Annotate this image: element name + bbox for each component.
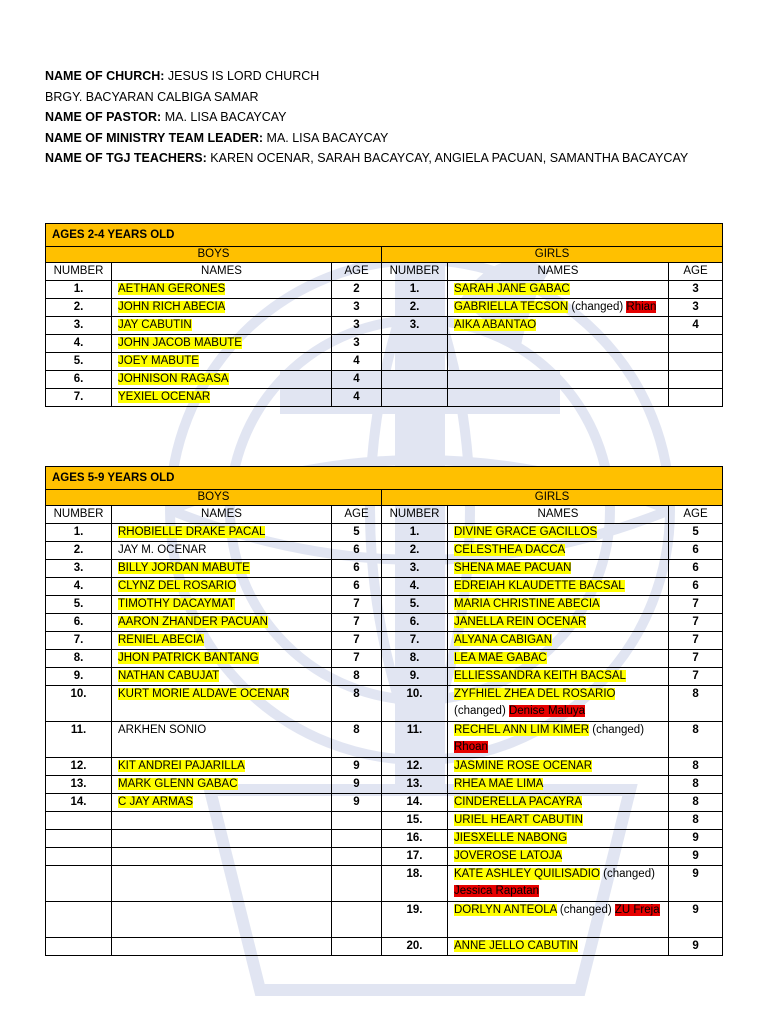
table-row xyxy=(46,668,723,686)
girl-number: 3. xyxy=(382,560,448,578)
boy-name: RHOBIELLE DRAKE PACAL xyxy=(118,526,266,538)
girl-name: ELLIESSANDRA KEITH BACSAL xyxy=(454,670,626,682)
girl-name: MARIA CHRISTINE ABECIA xyxy=(454,598,600,610)
teachers-line xyxy=(45,148,745,169)
boy-number xyxy=(46,848,112,866)
girl-name-cell xyxy=(448,938,669,956)
girl-name: RECHEL ANN LIM KIMER xyxy=(454,724,590,736)
girl-age: 9 xyxy=(669,848,723,866)
girl-age xyxy=(669,335,723,353)
girl-number: 14. xyxy=(382,794,448,812)
table-row xyxy=(46,614,723,632)
girl-name-cell xyxy=(448,353,669,371)
girls-header: GIRLS xyxy=(382,247,723,263)
table-row xyxy=(46,794,723,812)
girl-age: 8 xyxy=(669,758,723,776)
girl-number: 17. xyxy=(382,848,448,866)
girl-name-cell xyxy=(448,668,669,686)
ages-5-9-table xyxy=(45,466,723,956)
girl-name: GABRIELLA TECSON xyxy=(454,301,569,313)
girl-number: 12. xyxy=(382,758,448,776)
boy-name-cell xyxy=(112,371,332,389)
girl-name-cell xyxy=(448,281,669,299)
girl-age: 9 xyxy=(669,866,723,902)
boy-number xyxy=(46,938,112,956)
girl-age: 6 xyxy=(669,578,723,596)
address-line: BRGY. BACYARAN CALBIGA SAMAR xyxy=(45,89,259,104)
boy-name-cell xyxy=(112,524,332,542)
boy-number: 11. xyxy=(46,722,112,758)
boy-name: JOHN JACOB MABUTE xyxy=(118,337,242,349)
team-leader-value: MA. LISA BACAYCAY xyxy=(263,130,389,145)
boy-age xyxy=(332,848,382,866)
boy-name-cell xyxy=(112,722,332,758)
table-row xyxy=(46,686,723,722)
girl-name-cell xyxy=(448,578,669,596)
boy-age: 3 xyxy=(332,299,382,317)
boy-name-cell xyxy=(112,758,332,776)
table-row xyxy=(46,812,723,830)
girl-number: 2. xyxy=(382,542,448,560)
girl-age: 9 xyxy=(669,938,723,956)
girl-number: 4. xyxy=(382,578,448,596)
table-row xyxy=(46,866,723,902)
girl-number: 8. xyxy=(382,650,448,668)
boy-age: 6 xyxy=(332,578,382,596)
girl-name-cell xyxy=(448,650,669,668)
girl-name: CELESTHEA DACCA xyxy=(454,544,566,556)
boy-name: RENIEL ABECIA xyxy=(118,634,204,646)
girl-name-cell xyxy=(448,335,669,353)
column-header-names: NAMES xyxy=(448,506,669,524)
girl-age: 3 xyxy=(669,299,723,317)
new-name: Rhoan xyxy=(454,741,488,753)
boy-name-cell xyxy=(112,812,332,830)
column-header-age: AGE xyxy=(669,506,723,524)
boy-name-cell xyxy=(112,353,332,371)
girl-name-cell xyxy=(448,614,669,632)
girl-name: SARAH JANE GABAC xyxy=(454,283,570,295)
boy-name-cell xyxy=(112,848,332,866)
girl-age: 3 xyxy=(669,281,723,299)
girl-age xyxy=(669,371,723,389)
boy-age xyxy=(332,812,382,830)
girl-number xyxy=(382,335,448,353)
boy-age xyxy=(332,866,382,902)
girl-age: 7 xyxy=(669,614,723,632)
table-row xyxy=(46,389,723,407)
boy-age: 6 xyxy=(332,542,382,560)
group-header-row xyxy=(46,247,723,263)
girl-name: RHEA MAE LIMA xyxy=(454,778,544,790)
column-header-names: NAMES xyxy=(112,263,332,281)
girl-name: DIVINE GRACE GACILLOS xyxy=(454,526,598,538)
table-row xyxy=(46,632,723,650)
boy-name-cell xyxy=(112,281,332,299)
girl-number xyxy=(382,371,448,389)
boy-number: 4. xyxy=(46,335,112,353)
boy-name: NATHAN CABUJAT xyxy=(118,670,220,682)
boy-number: 12. xyxy=(46,758,112,776)
boy-name: JOEY MABUTE xyxy=(118,355,199,367)
boy-name-cell xyxy=(112,389,332,407)
girl-name-cell xyxy=(448,722,669,758)
girl-name-cell xyxy=(448,776,669,794)
girl-number xyxy=(382,389,448,407)
girl-age: 6 xyxy=(669,560,723,578)
column-header-row xyxy=(46,263,723,281)
girl-name-cell xyxy=(448,596,669,614)
changed-note: (changed) xyxy=(454,705,509,717)
girl-name: ZYFHIEL ZHEA DEL ROSARIO xyxy=(454,688,616,700)
column-header-names: NAMES xyxy=(112,506,332,524)
boy-number xyxy=(46,866,112,902)
girl-number: 18. xyxy=(382,866,448,902)
boy-number xyxy=(46,812,112,830)
changed-note: (changed) xyxy=(599,868,655,880)
boy-name: AETHAN GERONES xyxy=(118,283,226,295)
boy-name-cell xyxy=(112,938,332,956)
table-row xyxy=(46,848,723,866)
boy-age: 7 xyxy=(332,632,382,650)
girl-age: 9 xyxy=(669,902,723,938)
girl-number: 3. xyxy=(382,317,448,335)
girl-name: KATE ASHLEY QUILISADIO xyxy=(454,868,600,880)
boy-name: MARK GLENN GABAC xyxy=(118,778,238,790)
girl-name-cell xyxy=(448,299,669,317)
column-header-number: NUMBER xyxy=(46,263,112,281)
boy-number: 3. xyxy=(46,560,112,578)
boy-name-cell xyxy=(112,542,332,560)
table-row xyxy=(46,281,723,299)
girl-age: 8 xyxy=(669,776,723,794)
girl-name-cell xyxy=(448,542,669,560)
girl-name-cell xyxy=(448,758,669,776)
boy-name-cell xyxy=(112,560,332,578)
table-row xyxy=(46,830,723,848)
boy-age: 9 xyxy=(332,758,382,776)
boy-number: 2. xyxy=(46,299,112,317)
girl-name-cell xyxy=(448,866,669,902)
boy-age xyxy=(332,938,382,956)
boy-number: 8. xyxy=(46,650,112,668)
girl-number: 1. xyxy=(382,281,448,299)
girl-name-cell xyxy=(448,812,669,830)
pastor-label: NAME OF PASTOR: xyxy=(45,110,162,124)
table-row xyxy=(46,542,723,560)
boy-age: 9 xyxy=(332,776,382,794)
boy-age xyxy=(332,902,382,938)
boy-name: BILLY JORDAN MABUTE xyxy=(118,562,250,574)
girl-age: 7 xyxy=(669,596,723,614)
girl-name-cell xyxy=(448,389,669,407)
girl-number: 16. xyxy=(382,830,448,848)
boy-name-cell xyxy=(112,299,332,317)
girl-name: JOVEROSE LATOJA xyxy=(454,850,563,862)
girl-name-cell xyxy=(448,524,669,542)
boy-number: 5. xyxy=(46,353,112,371)
table-row xyxy=(46,902,723,938)
boy-name-cell xyxy=(112,830,332,848)
church-name-value: JESUS IS LORD CHURCH xyxy=(164,69,320,83)
boy-number: 1. xyxy=(46,524,112,542)
boy-name-cell xyxy=(112,866,332,902)
boy-name: JHON PATRICK BANTANG xyxy=(118,652,259,664)
boy-name: TIMOTHY DACAYMAT xyxy=(118,598,235,610)
boy-name-cell xyxy=(112,596,332,614)
boy-name-cell xyxy=(112,776,332,794)
boy-age: 8 xyxy=(332,722,382,758)
new-name: ZU Freja xyxy=(614,904,660,916)
boy-number: 7. xyxy=(46,632,112,650)
girl-age xyxy=(669,353,723,371)
boy-number: 9. xyxy=(46,668,112,686)
boy-age xyxy=(332,830,382,848)
girl-number: 19. xyxy=(382,902,448,938)
girl-number: 9. xyxy=(382,668,448,686)
column-header-number: NUMBER xyxy=(382,263,448,281)
team-leader-line xyxy=(45,128,745,149)
changed-note: (changed) xyxy=(556,904,615,916)
boy-number: 6. xyxy=(46,614,112,632)
girl-name-cell xyxy=(448,560,669,578)
boy-number: 13. xyxy=(46,776,112,794)
girl-name-cell xyxy=(448,686,669,722)
girl-number: 5. xyxy=(382,596,448,614)
table-row xyxy=(46,938,723,956)
changed-note: (changed) xyxy=(589,724,645,736)
boys-header: BOYS xyxy=(46,247,382,263)
team-leader-label: NAME OF MINISTRY TEAM LEADER: xyxy=(45,130,264,145)
girl-number: 10. xyxy=(382,686,448,722)
girl-name: ANNE JELLO CABUTIN xyxy=(454,940,578,952)
boy-number: 10. xyxy=(46,686,112,722)
boy-number: 7. xyxy=(46,389,112,407)
girl-name: JASMINE ROSE OCENAR xyxy=(454,760,593,772)
column-header-number: NUMBER xyxy=(46,506,112,524)
teachers-label: NAME OF TGJ TEACHERS: xyxy=(45,151,207,165)
boy-name: KURT MORIE ALDAVE OCENAR xyxy=(118,688,290,700)
girl-name: URIEL HEART CABUTIN xyxy=(454,814,583,826)
new-name: Denise Maluya xyxy=(508,705,586,717)
table-row xyxy=(46,578,723,596)
boy-name-cell xyxy=(112,902,332,938)
boy-name: JAY CABUTIN xyxy=(118,319,192,331)
boy-name: YEXIEL OCENAR xyxy=(118,391,211,403)
new-name: Rhian xyxy=(626,301,657,313)
boy-age: 2 xyxy=(332,281,382,299)
boy-age: 4 xyxy=(332,371,382,389)
girls-header: GIRLS xyxy=(382,490,723,506)
new-name: Jessica Rapatan xyxy=(454,885,540,897)
boy-name: JOHNISON RAGASA xyxy=(118,373,229,385)
boy-name: KIT ANDREI PAJARILLA xyxy=(118,760,245,772)
girl-number: 7. xyxy=(382,632,448,650)
table-row xyxy=(46,758,723,776)
girl-name-cell xyxy=(448,830,669,848)
girl-name: JANELLA REIN OCENAR xyxy=(454,616,587,628)
girl-number: 1. xyxy=(382,524,448,542)
girl-age: 7 xyxy=(669,650,723,668)
boy-age: 6 xyxy=(332,560,382,578)
table-row xyxy=(46,722,723,758)
table-row xyxy=(46,596,723,614)
boy-number xyxy=(46,902,112,938)
boy-age: 3 xyxy=(332,317,382,335)
boy-number: 2. xyxy=(46,542,112,560)
boy-age: 7 xyxy=(332,614,382,632)
boy-number: 14. xyxy=(46,794,112,812)
table-row xyxy=(46,335,723,353)
boy-age: 7 xyxy=(332,596,382,614)
pastor-line xyxy=(45,107,745,128)
girl-name: CINDERELLA PACAYRA xyxy=(454,796,583,808)
girl-age: 5 xyxy=(669,524,723,542)
boy-age: 8 xyxy=(332,686,382,722)
pastor-value: MA. LISA BACAYCAY xyxy=(161,110,287,124)
teachers-value: KAREN OCENAR, SARAH BACAYCAY, ANGIELA PACUAN, SAMANTHA BACAYCAY xyxy=(206,151,689,165)
column-header-names: NAMES xyxy=(448,263,669,281)
girl-name: AIKA ABANTAO xyxy=(454,319,537,331)
girl-age: 6 xyxy=(669,542,723,560)
group-header-row xyxy=(46,490,723,506)
girl-age: 8 xyxy=(669,722,723,758)
boy-name-cell xyxy=(112,632,332,650)
girl-age: 9 xyxy=(669,830,723,848)
boy-number: 1. xyxy=(46,281,112,299)
boy-name-cell xyxy=(112,794,332,812)
boy-age: 7 xyxy=(332,650,382,668)
table-row xyxy=(46,371,723,389)
column-header-age: AGE xyxy=(332,263,382,281)
ages-2-4-table xyxy=(45,223,723,407)
boy-name-cell xyxy=(112,686,332,722)
girl-name: EDREIAH KLAUDETTE BACSAL xyxy=(454,580,625,592)
boy-name: CLYNZ DEL ROSARIO xyxy=(118,580,237,592)
girl-number: 2. xyxy=(382,299,448,317)
girl-number: 13. xyxy=(382,776,448,794)
boy-name-cell xyxy=(112,317,332,335)
boy-age: 9 xyxy=(332,794,382,812)
table-title-row xyxy=(46,224,723,247)
table-title-row xyxy=(46,467,723,490)
column-header-number: NUMBER xyxy=(382,506,448,524)
table-row xyxy=(46,299,723,317)
girl-name-cell xyxy=(448,632,669,650)
girl-age: 7 xyxy=(669,668,723,686)
table-row xyxy=(46,353,723,371)
girl-name-cell xyxy=(448,794,669,812)
boy-number: 3. xyxy=(46,317,112,335)
girl-name: SHENA MAE PACUAN xyxy=(454,562,572,574)
table-title: AGES 5-9 YEARS OLD xyxy=(46,467,723,490)
girl-age: 8 xyxy=(669,794,723,812)
girl-name-cell xyxy=(448,902,669,938)
girl-number: 15. xyxy=(382,812,448,830)
table-row xyxy=(46,524,723,542)
girl-name: JIESXELLE NABONG xyxy=(454,832,568,844)
boy-age: 4 xyxy=(332,353,382,371)
table-row xyxy=(46,560,723,578)
column-header-age: AGE xyxy=(332,506,382,524)
boys-header: BOYS xyxy=(46,490,382,506)
boy-number xyxy=(46,830,112,848)
girl-name: DORLYN ANTEOLA xyxy=(454,904,557,916)
boy-name-cell xyxy=(112,614,332,632)
boy-age: 8 xyxy=(332,668,382,686)
girl-name-cell xyxy=(448,848,669,866)
boy-name: C JAY ARMAS xyxy=(118,796,193,808)
girl-number: 6. xyxy=(382,614,448,632)
boy-name-cell xyxy=(112,668,332,686)
church-name-line xyxy=(45,66,745,87)
girl-age: 7 xyxy=(669,632,723,650)
boy-name-cell xyxy=(112,650,332,668)
girl-name-cell xyxy=(448,371,669,389)
girl-name: ALYANA CABIGAN xyxy=(454,634,552,646)
boy-name-cell xyxy=(112,335,332,353)
girl-number: 20. xyxy=(382,938,448,956)
table-row xyxy=(46,776,723,794)
girl-age xyxy=(669,389,723,407)
church-info-header xyxy=(45,66,745,169)
table-row xyxy=(46,317,723,335)
boy-age: 5 xyxy=(332,524,382,542)
table-title: AGES 2-4 YEARS OLD xyxy=(46,224,723,247)
boy-name: AARON ZHANDER PACUAN xyxy=(118,616,268,628)
boy-age: 3 xyxy=(332,335,382,353)
girl-number xyxy=(382,353,448,371)
girl-name-cell xyxy=(448,317,669,335)
boy-age: 4 xyxy=(332,389,382,407)
girl-age: 4 xyxy=(669,317,723,335)
girl-number: 11. xyxy=(382,722,448,758)
changed-note: (changed) xyxy=(568,301,627,313)
column-header-age: AGE xyxy=(669,263,723,281)
boy-name-cell xyxy=(112,578,332,596)
girl-name: LEA MAE GABAC xyxy=(454,652,547,664)
girl-age: 8 xyxy=(669,812,723,830)
table-row xyxy=(46,650,723,668)
boy-name: ARKHEN SONIO xyxy=(118,724,207,736)
boy-number: 5. xyxy=(46,596,112,614)
boy-number: 4. xyxy=(46,578,112,596)
girl-age: 8 xyxy=(669,686,723,722)
church-name-label: NAME OF CHURCH: xyxy=(45,69,165,83)
column-header-row xyxy=(46,506,723,524)
boy-number: 6. xyxy=(46,371,112,389)
boy-name: JAY M. OCENAR xyxy=(118,544,207,556)
boy-name: JOHN RICH ABECIA xyxy=(118,301,226,313)
